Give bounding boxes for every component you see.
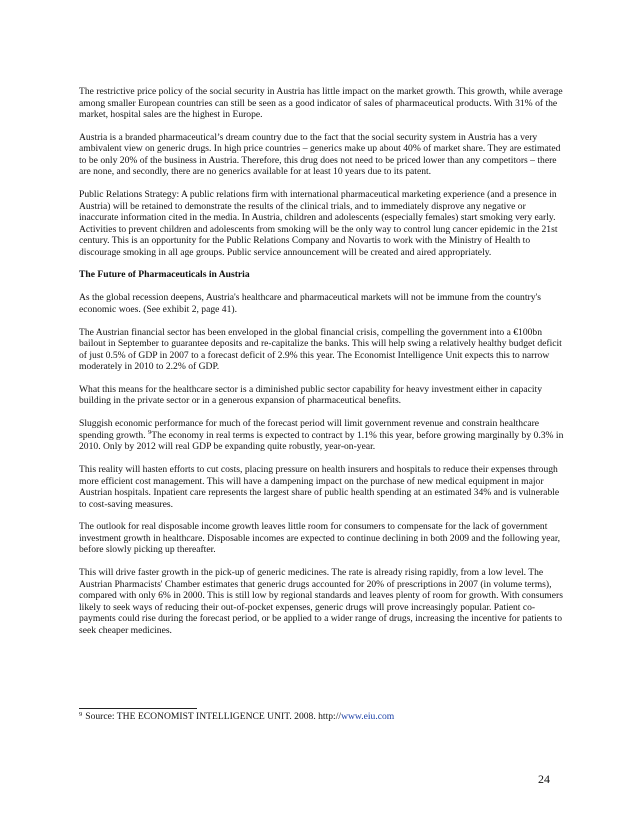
footnote (79, 711, 565, 723)
footnote-text: Source: THE ECONOMIST INTELLIGENCE UNIT. 2008. http:// (85, 711, 342, 722)
paragraph-healthcare-sector: What this means for the healthcare sector is a diminished public sector capability for heavy investment either in capacity building in the private sector or in a generous expansion of pharmaceutical benefits. (79, 383, 543, 407)
paragraph-disposable-income: The outlook for real disposable income growth leaves little room for consumers to compensate for the lack of government investment growth in healthcare. Disposable incomes are expected to continue declining in both 2009 and the following year, before slowly picking up thereafter. (79, 521, 561, 556)
footnote-mark: 9 (79, 711, 83, 718)
sluggish-text-b: The economy in real terms is expected to contract by 1.1% this year, before growing marginally by 0.3% in 2010. Only by 2012 will real GDP be expanding quite robustly, year-on-year. (79, 429, 564, 453)
paragraph-sluggish-economy (79, 418, 565, 453)
paragraph-branded-dream-country: Austria is a branded pharmaceutical’s dream country due to the fact that the social security system in Austria has a very ambivalent view on generic drugs. In high price countries – generics make up about 40% of market share. They are estimated to be only 20% of the business in Austria. Therefore, this drug does not need to be priced lower than any competitors – there are none, and secondly, there are no generics available for at least 10 years due to its patent. (79, 131, 561, 178)
paragraph-price-policy: The restrictive price policy of the social security in Austria has little impact on the market growth. This growth, while average among smaller European countries can still be seen as a good indicator of sales of pharmaceutical products. With 31% of the market, hospital sales are the highest in Europe. (79, 86, 563, 120)
section-heading: The Future of Pharmaceuticals in Austria (79, 269, 250, 281)
paragraph-financial-sector: The Austrian financial sector has been enveloped in the global financial crisis, compelling the government into a €100bn bailout in September to guarantee deposits and re-capitalize the banks. This will help swing a relatively healthy budget deficit of just 0.5% of GDP in 2007 to a forecast deficit of 2.9% this year. The Economist Intelligence Unit expects this to narrow moderately in 2010 to 2.2% of GDP. (79, 326, 562, 373)
page-number: 24 (538, 772, 550, 786)
footnote-divider (79, 708, 197, 709)
body-text (79, 86, 565, 647)
footnote-reference[interactable]: 9 (148, 428, 152, 436)
paragraph-public-relations: Public Relations Strategy: A public relations firm with international pharmaceutical marketing experience (and a presence in Austria) will be retained to demonstrate the results of the clinical trials, and to immediately disprove any negative or inaccurate information cited in the media. In Austria, children and adolescents (especially females) start smoking very early. Activities to prevent children and adolescents from smoking will be the only way to control lung cancer epidemic in the 21st century. This is an opportunity for the Public Relations Company and Novartis to work with the Ministry of Health to discourage smoking in all age groups. Public service announcement will be created and aired appropriately. (79, 189, 558, 258)
paragraph-global-recession: As the global recession deepens, Austria's healthcare and pharmaceutical markets will not be immune from the country's economic woes. (See exhibit 2, page 41). (79, 292, 541, 315)
sluggish-text-a: Sluggish economic performance for much of the forecast period will limit government revenue and constrain healthcare spending growth. (79, 418, 540, 441)
paragraph-generic-growth: This will drive faster growth in the pick-up of generic medicines. The rate is already rising rapidly, from a low level. The Austrian Pharmacists' Chamber estimates that generic drugs accounted for 20% of prescriptions in 2007 (in volume terms), compared with only 6% in 2000. This is still low by regional standards and leaves plenty of room for growth. With consumers likely to seek ways of reducing their out-of-pocket expenses, generic drugs will prove increasingly popular. Patient co-payments could rise during the forecast period, or be applied to a wider range of drugs, increasing the incentive for patients to seek cheaper medicines. (79, 567, 563, 636)
paragraph-cost-cutting: This reality will hasten efforts to cut costs, placing pressure on health insurers and hospitals to reduce their expenses through more efficient cost management. This will have a dampening impact on the purchase of new medical equipment in major Austrian hospitals. Inpatient care represents the largest share of public health spending at an estimated 34% and is vulnerable to cost-saving measures. (79, 464, 560, 510)
footnote-link[interactable]: www.eiu.com (341, 711, 395, 722)
